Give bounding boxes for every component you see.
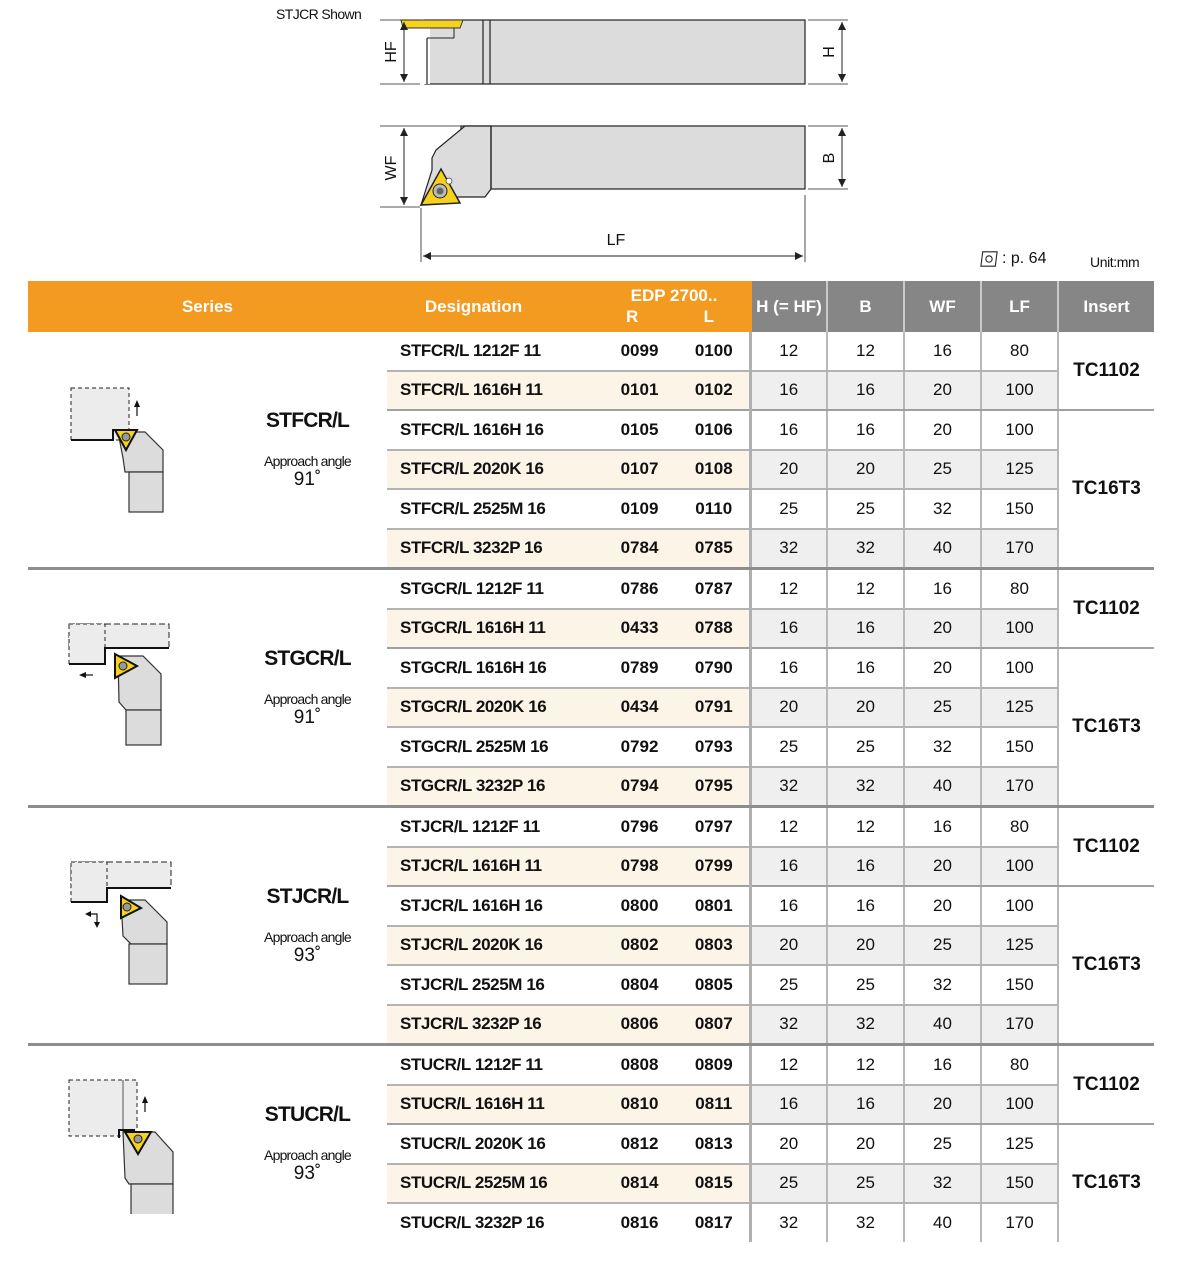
wf-cell: 16 — [904, 332, 981, 371]
header-h: H (= HF) — [750, 281, 827, 332]
turning-operation-diagram — [63, 380, 193, 520]
edp-r-cell: 0099 — [600, 332, 679, 371]
lf-cell: 170 — [981, 1203, 1058, 1242]
b-cell: 20 — [827, 926, 904, 966]
edp-r-cell: 0814 — [600, 1164, 679, 1204]
wf-cell: 32 — [904, 965, 981, 1005]
lf-cell: 125 — [981, 450, 1058, 490]
edp-l-cell: 0805 — [679, 965, 750, 1005]
b-cell: 25 — [827, 1164, 904, 1204]
designation-cell: STUCR/L 1616H 11 — [387, 1085, 600, 1125]
approach-angle-label: Approach angle — [264, 928, 351, 945]
wf-label: WF — [383, 155, 400, 181]
b-cell: 16 — [827, 648, 904, 688]
turning-operation-diagram — [63, 856, 193, 996]
header-edp-l: L — [703, 306, 714, 326]
approach-angle-value: 93˚ — [293, 1162, 322, 1184]
wf-cell: 20 — [904, 886, 981, 926]
approach-angle-value: 93˚ — [293, 944, 322, 966]
wf-cell: 25 — [904, 688, 981, 728]
h-cell: 16 — [750, 847, 827, 887]
edp-l-cell: 0817 — [694, 1212, 733, 1232]
page-ref-text: : p. 64 — [1002, 250, 1047, 267]
holder-shank-shape — [126, 710, 161, 745]
b-cell: 25 — [827, 727, 904, 767]
lf-cell: 150 — [981, 727, 1058, 767]
b-cell: 16 — [827, 1085, 904, 1125]
designation-cell: STGCR/L 1616H 11 — [387, 609, 600, 649]
holder-shank-shape — [129, 944, 167, 984]
tool-holder-drawing — [360, 10, 860, 265]
clamp-screw-icon — [122, 433, 130, 441]
wf-cell: 25 — [904, 1124, 981, 1164]
h-cell: 32 — [750, 1203, 827, 1242]
designation-cell: STJCR/L 3232P 16 — [387, 1005, 600, 1045]
table-row — [28, 332, 1154, 371]
designation-cell: STGCR/L 2020K 16 — [387, 688, 600, 728]
wf-cell: 16 — [904, 1045, 981, 1085]
wf-cell: 20 — [904, 410, 981, 450]
b-cell: 12 — [827, 569, 904, 609]
h-cell: 16 — [750, 609, 827, 649]
designation-cell: STUCR/L 1212F 11 — [387, 1045, 600, 1085]
series-cell — [28, 569, 387, 807]
designation-cell: STUCR/L 2020K 16 — [387, 1124, 600, 1164]
h-cell: 20 — [750, 450, 827, 490]
lf-cell: 170 — [981, 767, 1058, 807]
turning-operation-diagram — [63, 618, 193, 758]
workpiece-shape — [69, 1080, 137, 1138]
lf-cell: 150 — [981, 965, 1058, 1005]
insert-cell: TC1102 — [1058, 807, 1154, 887]
series-name: STGCR/L — [264, 646, 351, 670]
designation-cell: STJCR/L 2020K 16 — [387, 926, 600, 966]
insert-cell: TC1102 — [1058, 569, 1154, 649]
insert-cell: TC1102 — [1058, 332, 1154, 410]
lf-cell: 100 — [981, 847, 1058, 887]
lf-cell: 170 — [981, 1005, 1058, 1045]
wf-cell: 20 — [904, 371, 981, 411]
h-cell: 32 — [750, 1005, 827, 1045]
insert-cell: TC16T3 — [1058, 1124, 1154, 1242]
table-row — [28, 569, 1154, 609]
designation-cell: STFCR/L 3232P 16 — [387, 529, 600, 569]
lf-cell: 100 — [981, 371, 1058, 411]
lf-cell: 125 — [981, 1124, 1058, 1164]
hf-label: HF — [383, 41, 400, 63]
wf-cell: 20 — [904, 648, 981, 688]
edp-r-cell: 0105 — [600, 410, 679, 450]
insert-cell: TC16T3 — [1058, 648, 1154, 807]
designation-cell: STJCR/L 1616H 16 — [387, 886, 600, 926]
edp-r-cell: 0806 — [600, 1005, 679, 1045]
b-cell: 12 — [827, 807, 904, 847]
h-cell: 25 — [750, 489, 827, 529]
edp-r-cell: 0804 — [600, 965, 679, 1005]
b-cell: 16 — [827, 609, 904, 649]
wf-cell: 20 — [904, 1085, 981, 1125]
b-cell: 32 — [827, 1005, 904, 1045]
edp-r-cell: 0808 — [600, 1045, 679, 1085]
insert-icon — [980, 250, 998, 268]
edp-l-cell: 0799 — [679, 847, 750, 887]
edp-l-cell: 0797 — [679, 807, 750, 847]
spec-table-body — [28, 332, 1154, 1242]
h-cell: 25 — [750, 1164, 827, 1204]
lf-cell: 80 — [981, 569, 1058, 609]
edp-r-cell: 0101 — [600, 371, 679, 411]
edp-r-cell: 0800 — [600, 886, 679, 926]
unit-label: Unit:mm — [1090, 254, 1140, 270]
wf-cell: 25 — [904, 926, 981, 966]
edp-l-cell: 0793 — [679, 727, 750, 767]
h-cell: 32 — [750, 529, 827, 569]
wf-cell: 16 — [904, 569, 981, 609]
b-cell: 25 — [827, 965, 904, 1005]
b-label: B — [821, 152, 838, 164]
wf-cell: 40 — [904, 529, 981, 569]
header-insert: Insert — [1058, 281, 1154, 332]
b-cell: 16 — [827, 410, 904, 450]
h-cell: 16 — [750, 886, 827, 926]
holder-shank-shape — [131, 1184, 173, 1214]
lf-cell: 80 — [981, 332, 1058, 371]
edp-l-cell: 0108 — [679, 450, 750, 490]
h-cell: 32 — [750, 767, 827, 807]
turning-operation-diagram — [63, 1074, 193, 1214]
h-cell: 16 — [750, 371, 827, 411]
h-cell: 16 — [750, 1085, 827, 1125]
series-name: STUCR/L — [264, 1102, 351, 1126]
series-diagram-wrapper — [28, 856, 228, 996]
edp-l-cell: 0791 — [679, 688, 750, 728]
edp-r-cell: 0434 — [600, 688, 679, 728]
edp-l-cell: 0100 — [679, 332, 750, 371]
b-cell: 32 — [827, 767, 904, 807]
series-diagram-wrapper — [28, 1074, 228, 1214]
designation-cell: STJCR/L 1616H 11 — [387, 847, 600, 887]
lf-cell: 80 — [981, 1045, 1058, 1085]
insert-page-reference — [980, 250, 1046, 268]
feed-direction-arrow-icon — [142, 1096, 148, 1112]
h-cell: 20 — [750, 1124, 827, 1164]
designation-cell: STGCR/L 1616H 16 — [387, 648, 600, 688]
insert-cell: TC1102 — [1058, 1045, 1154, 1125]
b-cell: 16 — [827, 847, 904, 887]
edp-r-cell: 0789 — [600, 648, 679, 688]
lf-label: LF — [606, 232, 626, 249]
h-cell: 12 — [750, 1045, 827, 1085]
lf-cell: 80 — [981, 807, 1058, 847]
designation-cell: STUCR/L 3232P 16 — [400, 1212, 545, 1232]
series-cell — [28, 332, 387, 569]
wf-cell: 32 — [904, 727, 981, 767]
lf-cell: 125 — [981, 926, 1058, 966]
edp-r-cell: 0810 — [600, 1085, 679, 1125]
b-cell: 12 — [827, 1045, 904, 1085]
series-name: STJCR/L — [266, 884, 349, 908]
series-diagram-wrapper — [28, 618, 228, 758]
lf-cell: 170 — [981, 529, 1058, 569]
b-cell: 20 — [827, 1124, 904, 1164]
feed-direction-arrow-icon — [79, 672, 93, 678]
lf-cell: 125 — [981, 688, 1058, 728]
lf-cell: 100 — [981, 886, 1058, 926]
edp-l-cell: 0110 — [679, 489, 750, 529]
h-label: H — [821, 46, 838, 58]
lf-cell: 100 — [981, 1085, 1058, 1125]
header-edp — [600, 281, 750, 332]
designation-cell: STJCR/L 2525M 16 — [387, 965, 600, 1005]
b-cell: 16 — [827, 371, 904, 411]
edp-l-cell: 0102 — [679, 371, 750, 411]
wf-cell: 40 — [904, 767, 981, 807]
h-cell: 20 — [750, 688, 827, 728]
edp-l-cell: 0787 — [679, 569, 750, 609]
edp-l-cell: 0801 — [679, 886, 750, 926]
edp-r-cell: 0433 — [600, 609, 679, 649]
approach-angle-value: 91˚ — [293, 468, 322, 490]
table-row — [28, 807, 1154, 847]
edp-r-cell: 0802 — [600, 926, 679, 966]
side-view — [380, 20, 848, 84]
wf-cell: 25 — [904, 450, 981, 490]
approach-angle-label: Approach angle — [264, 1146, 351, 1163]
series-name: STFCR/L — [265, 408, 350, 432]
designation-cell: STFCR/L 2525M 16 — [387, 489, 600, 529]
edp-r-cell: 0107 — [600, 450, 679, 490]
h-cell: 25 — [750, 965, 827, 1005]
approach-angle-label: Approach angle — [264, 452, 351, 469]
designation-cell: STGCR/L 3232P 16 — [387, 767, 600, 807]
lf-cell: 100 — [981, 609, 1058, 649]
edp-l-cell: 0813 — [679, 1124, 750, 1164]
approach-angle-label: Approach angle — [264, 690, 351, 707]
b-cell: 32 — [827, 1203, 904, 1242]
insert-cell: TC16T3 — [1058, 410, 1154, 569]
edp-r-cell: 0816 — [620, 1212, 659, 1232]
designation-cell: STFCR/L 1616H 16 — [387, 410, 600, 450]
designation-cell: STFCR/L 1212F 11 — [387, 332, 600, 371]
lf-cell: 100 — [981, 648, 1058, 688]
header-series: Series — [28, 281, 387, 332]
edp-r-cell: 0786 — [600, 569, 679, 609]
h-cell: 12 — [750, 569, 827, 609]
edp-r-cell: 0812 — [600, 1124, 679, 1164]
clamp-screw-icon — [134, 1135, 142, 1143]
wf-cell: 40 — [904, 1203, 981, 1242]
header-b: B — [827, 281, 904, 332]
edp-l-cell: 0807 — [679, 1005, 750, 1045]
series-cell — [28, 807, 387, 1045]
edp-l-cell: 0811 — [679, 1085, 750, 1125]
edp-l-cell: 0106 — [679, 410, 750, 450]
header-designation: Designation — [387, 281, 600, 332]
designation-cell: STFCR/L 2020K 16 — [387, 450, 600, 490]
feed-direction-arrow-icon — [85, 911, 100, 928]
h-cell: 20 — [750, 926, 827, 966]
b-cell: 12 — [827, 332, 904, 371]
insert-side-shape — [401, 20, 463, 28]
h-cell: 16 — [750, 410, 827, 450]
designation-cell: STGCR/L 1212F 11 — [387, 569, 600, 609]
edp-l-cell: 0809 — [679, 1045, 750, 1085]
edp-l-cell: 0803 — [679, 926, 750, 966]
b-cell: 20 — [827, 450, 904, 490]
designation-cell: STUCR/L 2525M 16 — [387, 1164, 600, 1204]
edp-r-cell: 0798 — [600, 847, 679, 887]
wf-cell: 20 — [904, 847, 981, 887]
b-cell: 25 — [827, 489, 904, 529]
edp-l-cell: 0788 — [679, 609, 750, 649]
insert-cell: TC16T3 — [1058, 886, 1154, 1045]
edp-r-cell: 0784 — [600, 529, 679, 569]
approach-angle-value: 91˚ — [293, 706, 322, 728]
header-wf: WF — [904, 281, 981, 332]
clamp-screw-icon — [119, 662, 127, 670]
wf-cell: 32 — [904, 1164, 981, 1204]
header-edp-label: EDP 2700.. — [630, 285, 718, 305]
edp-l-cell: 0785 — [679, 529, 750, 569]
b-cell: 32 — [827, 529, 904, 569]
h-cell: 12 — [750, 332, 827, 371]
table-row — [28, 1045, 1154, 1085]
edp-l-cell: 0795 — [679, 767, 750, 807]
feed-direction-arrow-icon — [134, 400, 140, 416]
h-cell: 16 — [750, 648, 827, 688]
wf-cell: 20 — [904, 609, 981, 649]
edp-r-cell: 0794 — [600, 767, 679, 807]
edp-r-cell: 0796 — [600, 807, 679, 847]
wf-cell: 40 — [904, 1005, 981, 1045]
b-cell: 16 — [827, 886, 904, 926]
drawing-shown-label: STJCR Shown — [276, 6, 362, 22]
lf-cell: 150 — [981, 489, 1058, 529]
header-lf: LF — [981, 281, 1058, 332]
edp-r-cell: 0792 — [600, 727, 679, 767]
h-cell: 25 — [750, 727, 827, 767]
header-edp-r: R — [626, 306, 639, 326]
designation-cell: STGCR/L 2525M 16 — [387, 727, 600, 767]
series-cell — [28, 1045, 387, 1242]
b-cell: 20 — [827, 688, 904, 728]
clamp-screw-icon — [123, 903, 131, 911]
lf-cell: 150 — [981, 1164, 1058, 1204]
edp-r-cell: 0109 — [600, 489, 679, 529]
series-diagram-wrapper — [28, 380, 228, 520]
lf-cell: 100 — [981, 410, 1058, 450]
holder-shank-shape — [129, 472, 163, 512]
spec-table — [28, 281, 1154, 1242]
top-view — [380, 126, 848, 262]
edp-l-cell: 0815 — [679, 1164, 750, 1204]
designation-cell: STJCR/L 1212F 11 — [387, 807, 600, 847]
wf-cell: 32 — [904, 489, 981, 529]
wf-cell: 16 — [904, 807, 981, 847]
h-cell: 12 — [750, 807, 827, 847]
table-header-row — [28, 281, 1154, 332]
designation-cell: STFCR/L 1616H 11 — [387, 371, 600, 411]
edp-l-cell: 0790 — [679, 648, 750, 688]
